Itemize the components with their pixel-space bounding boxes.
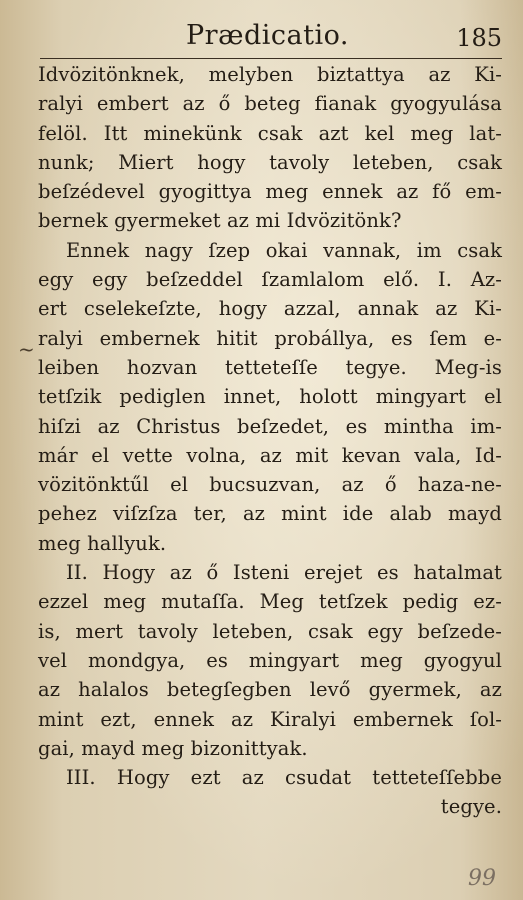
- text-line: Ennek nagy ſzep okai vannak, im csak: [66, 238, 502, 262]
- text-line: mint ezt, ennek az Kiralyi embernek ſol-: [38, 707, 502, 731]
- text-line: már el vette volna, az mit kevan vala, Id-: [38, 443, 502, 467]
- text-line: vözitönktűl el bucsuzvan, az ő haza-ne-: [38, 473, 502, 497]
- text-line: bernek gyermeket az mi Idvözitönk?: [38, 209, 402, 233]
- page-header: [40, 14, 502, 54]
- text-line: pehez viſzſza ter, az mint ide alab mayd: [38, 502, 502, 526]
- text-line: beſzédevel gyogittya meg ennek az fő em-: [38, 180, 502, 204]
- text-line: az halalos betegſegben levő gyermek, az: [38, 678, 502, 702]
- catchword: tegye.: [440, 795, 502, 819]
- text-line: leiben hozvan tetteteſſe tegye. Meg-is: [38, 355, 502, 379]
- text-line: gai, mayd meg bizonittyak.: [38, 736, 308, 760]
- text-line: nunk; Miert hogy tavoly leteben, csak: [38, 150, 502, 174]
- text-line: meg hallyuk.: [38, 531, 167, 555]
- text-line: Idvözitönknek, melyben biztattya az Ki-: [38, 63, 502, 86]
- text-line: II. Hogy az ő Isteni erejet es hatalmat: [66, 561, 502, 585]
- text-line: hiſzi az Christus beſzedet, es mintha im-: [38, 414, 502, 438]
- margin-mark: ~: [18, 337, 35, 361]
- text-line: tetſzik pediglen innet, holott mingyart el: [38, 385, 502, 409]
- text-line: egy egy beſzeddel ſzamlalom elő. I. Az-: [38, 268, 502, 292]
- header-rule: [40, 58, 502, 59]
- text-line: felöl. Itt minekünk csak azt kel meg lat-: [38, 121, 502, 145]
- corner-pencil-mark: 99: [468, 866, 496, 891]
- body-text: [38, 60, 502, 822]
- text-line: is, mert tavoly leteben, csak egy beſzede-: [38, 619, 502, 643]
- running-title: Prædicatio.: [186, 20, 349, 51]
- text-line: ralyi embert az ő beteg fianak gyogyulása: [38, 92, 502, 116]
- text-line: vel mondgya, es mingyart meg gyogyul: [38, 648, 502, 672]
- text-line: ralyi embernek hitit probállya, es ſem e-: [38, 326, 502, 350]
- page-number: 185: [456, 24, 502, 52]
- text-line: ert cselekeſzte, hogy azzal, annak az Ki-: [38, 297, 502, 321]
- text-line: III. Hogy ezt az csudat tetteteſſebbe: [66, 766, 502, 790]
- text-line: ezzel meg mutaſſa. Meg tetſzek pedig ez-: [38, 590, 502, 614]
